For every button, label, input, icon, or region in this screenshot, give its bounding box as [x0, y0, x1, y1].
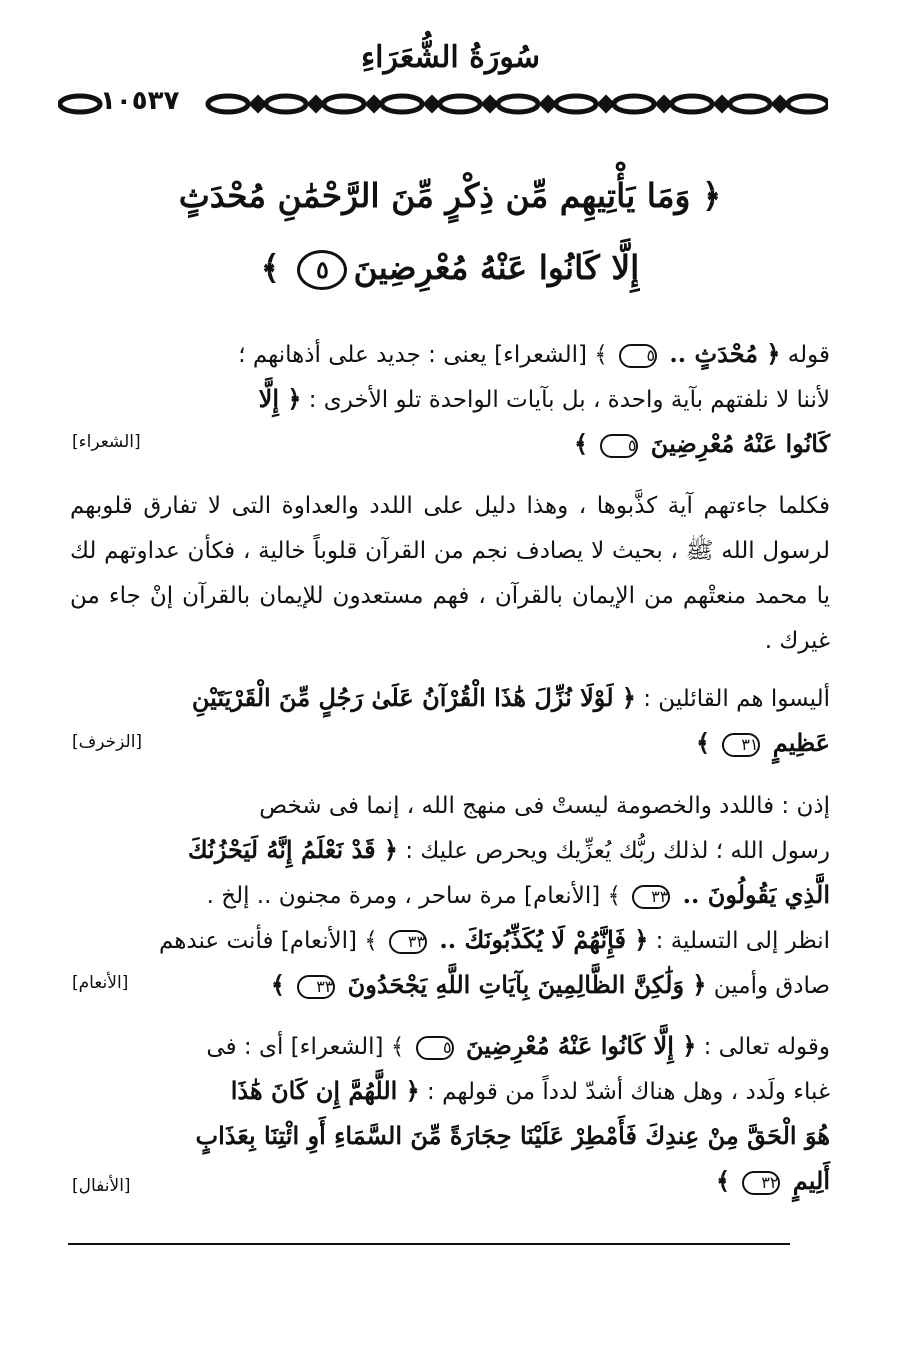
chain-diamond-icon: [542, 98, 554, 110]
p4-line-3: [70, 873, 830, 918]
p4-line4-quote: ﴿ فَإِنَّهُمْ لَا يُكَذِّبُونَكَ ..: [431, 925, 649, 954]
chain-diamond-icon: [484, 98, 496, 110]
p4-line-5: [70, 963, 830, 1008]
p1-text-b: ﴾ [الشعراء] يعنى : جديد على أذهانهم ؛: [238, 342, 616, 368]
p1-quote: ﴿ مُحْدَثٍ ..: [661, 339, 781, 368]
chain-end-link-icon: [60, 96, 100, 112]
p4-line-4: [70, 918, 830, 963]
chain-diamond-icon: [658, 98, 670, 110]
chain-link-icon: [614, 96, 654, 112]
chain-link-icon: [498, 96, 538, 112]
p3-line2-close: ﴾: [696, 728, 719, 757]
p1-line-2: [70, 377, 830, 422]
p1-verse-number: ٥: [619, 344, 657, 368]
p5-line2-text: غباء ولَدد ، وهل هناك أشدّ لدداً من قولهم :: [419, 1079, 830, 1105]
quran-verse-block: [120, 160, 780, 304]
p1-surah-ref: [الشعراء]: [72, 432, 141, 452]
chain-diamond-icon: [368, 98, 380, 110]
p1-line2-text: لأننا لا نلفتهم بآية واحدة ، بل بآيات الواحدة تلو الأخرى :: [301, 387, 830, 413]
verse-line-2: إِلَّا كَانُوا عَنْهُ مُعْرِضِينَ٥ ﴾: [120, 232, 780, 304]
p4-line5-verse-number: ٣٣: [297, 975, 335, 999]
chain-diamond-icon: [310, 98, 322, 110]
verse-line-2-text: إِلَّا كَانُوا عَنْهُ مُعْرِضِينَ: [353, 248, 640, 287]
chain-link-icon: [324, 96, 364, 112]
p4-line3-text: ﴾ [الأنعام] مرة ساحر ، ومرة مجنون .. إلخ .: [206, 883, 629, 909]
commentary-paragraph-1: [70, 332, 830, 467]
chain-diamond-icon: [716, 98, 728, 110]
commentary-paragraph-4: [70, 784, 830, 1008]
p3-verse-number: ٣١: [722, 733, 760, 757]
p1-line3-verse-number: ٥: [600, 434, 638, 458]
p5-line4-verse-number: ٣٢: [742, 1171, 780, 1195]
verse-number-marker: ٥: [297, 250, 347, 290]
chain-link-icon: [382, 96, 422, 112]
p5-quote: ﴿ إِلَّا كَانُوا عَنْهُ مُعْرِضِينَ: [457, 1031, 697, 1060]
chain-link-icon: [266, 96, 306, 112]
p1-text: قوله: [780, 342, 830, 368]
p3-line-1: [70, 676, 830, 721]
commentary-paragraph-3: [70, 676, 830, 766]
p4-line3-quote: الَّذِي يَقُولُونَ ..: [674, 880, 830, 909]
commentary-paragraph-2: فكلما جاءتهم آية كذَّبوها ، وهذا دليل على اللدد والعداوة التى لا تفارق قلوبهم لرسول الله ﷺ ، بحيث لا يصادف نجم من القرآن قلوباً خالية ، فكأن عداوتهم لك يا محمد منعتْهم من الإيمان بالقرآن ، فهم مستعدون للإيمان بالقرآن إنْ جاء من غيرك .: [70, 493, 830, 654]
p4-line5-text: صادق وأمين: [706, 973, 830, 999]
p4-line5-close: ﴾: [270, 970, 294, 999]
p3-line2-quote: عَظِيمٍ: [764, 728, 830, 757]
chain-diamond-icon: [252, 98, 264, 110]
p3-line-2: [70, 721, 830, 766]
p1-line-3: [70, 422, 830, 467]
p5-surah-ref: [الأنفال]: [72, 1176, 131, 1196]
p4-line-2: [70, 828, 830, 873]
chain-link-icon: [730, 96, 770, 112]
p5-line-2: [70, 1069, 830, 1114]
p5-text-b: ﴾ [الشعراء] أى : فى: [206, 1034, 412, 1060]
chain-link-icon: [208, 96, 248, 112]
p5-text: وقوله تعالى :: [696, 1034, 830, 1060]
p3-surah-ref: [الزخرف]: [72, 732, 143, 752]
p5-line4-close: ﴾: [716, 1166, 739, 1195]
p5-line-4: [70, 1159, 830, 1204]
chain-link-icon: [440, 96, 480, 112]
chain-link-icon: [788, 96, 828, 112]
p3-text: أليسوا هم القائلين :: [635, 686, 830, 712]
p5-line-1: [70, 1024, 830, 1069]
p1-line3-quote: كَانُوا عَنْهُ مُعْرِضِينَ: [642, 429, 830, 458]
chain-link-icon: [672, 96, 712, 112]
p3-quote: ﴿ لَوْلَا نُزِّلَ هَٰذَا الْقُرْآنُ عَلَىٰ رَجُلٍ مِّنَ الْقَرْيَتَيْنِ: [191, 683, 636, 712]
p4-line4-verse-number: ٣٣: [389, 930, 427, 954]
p1-line-1: [70, 332, 830, 377]
p5-verse-number: ٥: [416, 1036, 454, 1060]
p1-line2-quote: ﴿ إِلَّا: [258, 384, 302, 413]
chain-diamond-icon: [774, 98, 786, 110]
bottom-rule: [68, 1243, 790, 1245]
chain-link-icon: [556, 96, 596, 112]
p5-line2-quote: ﴿ اللَّهُمَّ إِن كَانَ هَٰذَا: [230, 1076, 420, 1105]
p4-line4-text: انظر إلى التسلية :: [648, 928, 830, 954]
commentary-paragraph-5: [70, 1024, 830, 1204]
chain-diamond-icon: [426, 98, 438, 110]
p4-line-1: إذن : فاللدد والخصومة ليستْ فى منهج الله ، إنما فى شخص: [259, 793, 830, 819]
p5-line-3: [70, 1114, 830, 1159]
p4-line2-quote: ﴿ قَدْ نَعْلَمُ إِنَّهُ لَيَحْزُنُكَ: [187, 835, 398, 864]
p5-line4-quote: أَلِيمٍ: [784, 1166, 830, 1195]
p4-line5-quote: ﴿ وَلَٰكِنَّ الظَّالِمِينَ بِآيَاتِ اللَّهِ يَجْحَدُونَ: [339, 970, 707, 999]
p4-surah-ref: [الأنعام]: [72, 973, 129, 993]
p5-line3-quote: هُوَ الْحَقَّ مِنْ عِندِكَ فَأَمْطِرْ عَلَيْنَا حِجَارَةً مِّنَ السَّمَاءِ أَوِ ائْتِنَا بِعَذَابٍ: [195, 1121, 830, 1150]
verse-line-1: ﴿ وَمَا يَأْتِيهِم مِّن ذِكْرٍ مِّنَ الرَّحْمَٰنِ مُحْدَثٍ: [178, 176, 722, 215]
p4-line3-verse-number: ٣٣: [632, 885, 670, 909]
p4-line2-text: رسول الله ؛ لذلك ربُّك يُعزِّيك ويحرص عليك :: [397, 838, 830, 864]
page-number: ١٠٥٣٧: [100, 86, 180, 116]
p4-line4-text-b: ﴾ [الأنعام] فأنت عندهم: [158, 928, 386, 954]
surah-title: سُورَةُ الشُّعَرَاءِ: [361, 40, 540, 75]
decorative-chain-divider: [58, 92, 828, 116]
chain-diamond-icon: [600, 98, 612, 110]
p1-line3-close: ﴾: [574, 429, 597, 458]
